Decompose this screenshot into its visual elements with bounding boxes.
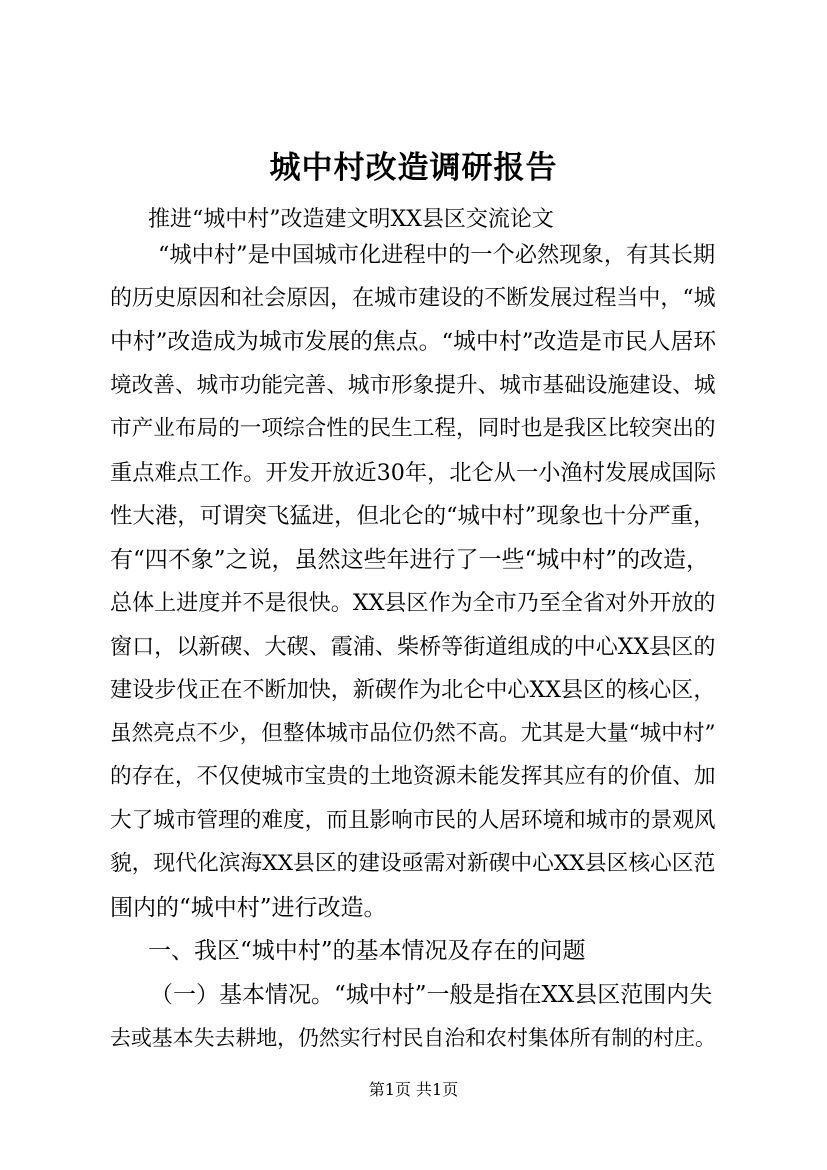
body-line: 窗口，以新碶、大碶、霞浦、柴桥等街道组成的中心XX县区的 xyxy=(110,634,716,660)
body-line: 有“四不象”之说，虽然这些年进行了一些“城中村”的改造， xyxy=(110,547,710,573)
body-line: 围内的“城中村”进行改造。 xyxy=(110,895,387,921)
body-line: 的存在，不仅使城市宝贵的土地资源未能发挥其应有的价值、加 xyxy=(110,764,716,789)
page-indicator: 第1页 共1页 xyxy=(368,1080,459,1099)
body-line: 去或基本失去耕地，仍然实行村民自治和农村集体所有制的村庄。 xyxy=(110,1026,716,1050)
section-heading: 一、我区“城中村”的基本情况及存在的问题 xyxy=(148,938,586,964)
body-line: 性大港，可谓突飞猛进，但北仑的“城中村”现象也十分严重， xyxy=(110,503,716,529)
document-title: 城中村改造调研报告 xyxy=(269,150,558,186)
body-line: （一）基本情况。“城中村”一般是指在XX县区范围内失 xyxy=(150,982,713,1008)
body-line: 虽然亮点不少，但整体城市品位仍然不高。尤其是大量“城中村” xyxy=(110,721,716,746)
body-line: 境改善、城市功能完善、城市形象提升、城市基础设施建设、城 xyxy=(110,373,716,398)
body-line: 的历史原因和社会原因，在城市建设的不断发展过程当中，“城 xyxy=(110,286,716,311)
body-line: 总体上进度并不是很快。XX县区作为全市乃至全省对外开放的 xyxy=(110,590,716,616)
body-line: “城中村”是中国城市化进程中的一个必然现象，有其长期 xyxy=(158,242,716,268)
body-line: 中村”改造成为城市发展的焦点。“城中村”改造是市民人居环 xyxy=(110,329,717,355)
body-line: 重点难点工作。开发开放近30年，北仑从一小渔村发展成国际 xyxy=(110,460,716,486)
body-line: 大了城市管理的难度，而且影响市民的人居环境和城市的景观风 xyxy=(110,808,716,833)
document-subtitle: 推进“城中村”改造建文明XX县区交流论文 xyxy=(148,207,554,232)
body-line: 建设步伐正在不断加快，新碶作为北仑中心XX县区的核心区， xyxy=(110,677,716,703)
body-line: 貌，现代化滨海XX县区的建设亟需对新碶中心XX县区核心区范 xyxy=(110,851,716,876)
body-line: 市产业布局的一项综合性的民生工程，同时也是我区比较突出的 xyxy=(110,416,716,441)
